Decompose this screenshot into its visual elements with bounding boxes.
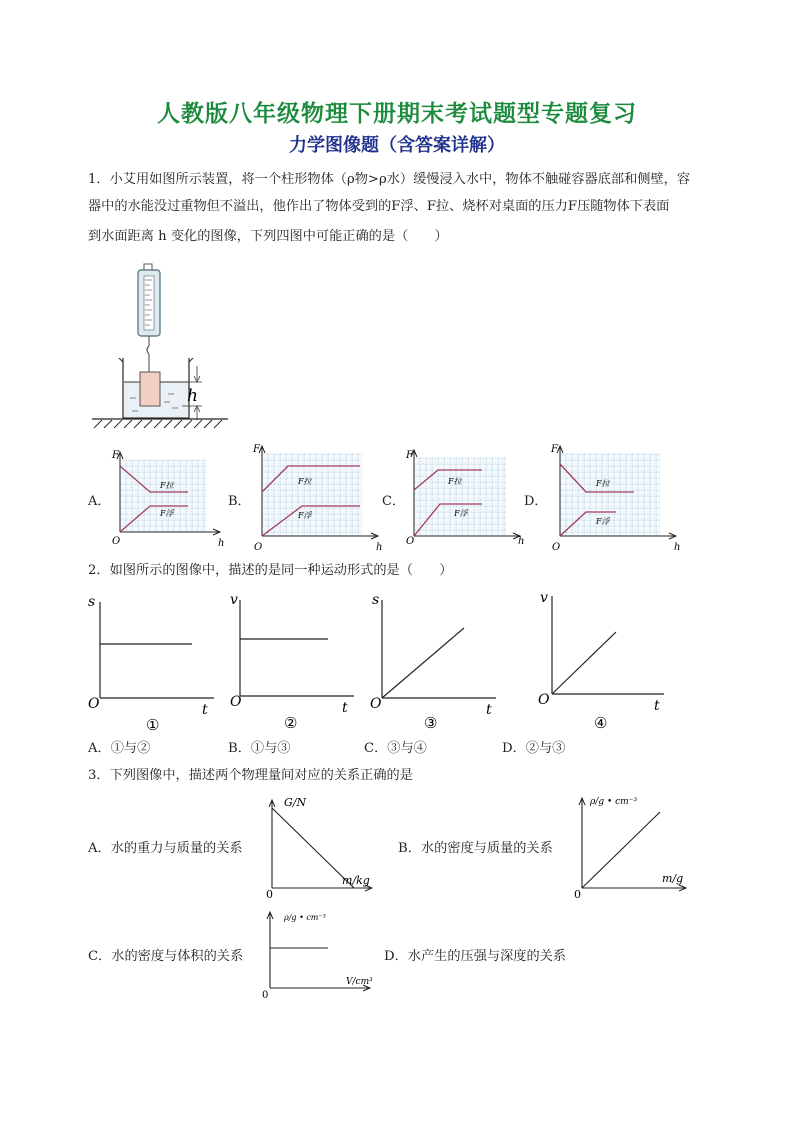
q1-option-b[interactable]: B． bbox=[228, 494, 251, 509]
svg-text:v: v bbox=[230, 592, 238, 608]
q1-option-a[interactable]: A． bbox=[88, 494, 111, 509]
svg-text:0: 0 bbox=[574, 888, 581, 901]
q2-graph-4 bbox=[534, 586, 674, 734]
q3-option-c[interactable]: C．水的密度与体积的关系 bbox=[88, 949, 244, 964]
svg-text:①: ① bbox=[146, 716, 160, 734]
svg-text:v: v bbox=[540, 590, 548, 606]
svg-text:G/N: G/N bbox=[284, 796, 307, 809]
svg-text:②: ② bbox=[284, 714, 298, 732]
page-title: 人教版八年级物理下册期末考试题型专题复习 bbox=[157, 100, 637, 127]
svg-text:O: O bbox=[538, 692, 550, 708]
q1-graph-c bbox=[400, 446, 530, 546]
svg-text:0: 0 bbox=[262, 990, 269, 1001]
q1-graph-d bbox=[546, 440, 686, 552]
svg-text:t: t bbox=[654, 698, 660, 714]
q1-option-c[interactable]: C． bbox=[382, 494, 405, 509]
svg-text:ρ/g • cm⁻³: ρ/g • cm⁻³ bbox=[590, 797, 638, 807]
svg-text:ρ/g • cm⁻³: ρ/g • cm⁻³ bbox=[284, 913, 326, 922]
svg-text:s: s bbox=[88, 594, 96, 610]
svg-text:O: O bbox=[88, 696, 100, 712]
svg-text:F浮: F浮 bbox=[160, 509, 174, 518]
svg-text:h: h bbox=[674, 542, 681, 552]
svg-text:F: F bbox=[253, 444, 260, 455]
svg-text:h: h bbox=[376, 542, 383, 552]
svg-text:O: O bbox=[406, 536, 415, 546]
svg-text:0: 0 bbox=[266, 888, 273, 901]
q2-option-a[interactable]: A．①与② bbox=[88, 741, 151, 756]
q1-option-d[interactable]: D． bbox=[524, 494, 548, 509]
q1-graph-a bbox=[108, 448, 228, 548]
q2-graph-1 bbox=[84, 586, 224, 734]
svg-text:V/cm³: V/cm³ bbox=[346, 977, 373, 987]
svg-text:④: ④ bbox=[594, 714, 608, 732]
svg-text:s: s bbox=[372, 592, 380, 608]
q3-stem: 3．下列图像中，描述两个物理量间对应的关系正确的是 bbox=[88, 768, 413, 783]
q1-stem-line1: 1．小艾用如图所示装置，将一个柱形物体（ρ物>ρ水）缓慢浸入水中，物体不触碰容器底部和侧壁，容 bbox=[88, 172, 691, 187]
svg-text:O: O bbox=[112, 536, 121, 547]
svg-text:F浮: F浮 bbox=[454, 509, 468, 518]
q2-stem: 2．如图所示的图像中，描述的是同一种运动形式的是（ ） bbox=[88, 563, 453, 578]
q3-graph-c bbox=[256, 906, 382, 1002]
cylinder-object bbox=[140, 372, 160, 406]
svg-text:F浮: F浮 bbox=[298, 511, 312, 520]
svg-text:h: h bbox=[518, 536, 525, 546]
svg-text:F: F bbox=[406, 450, 413, 461]
page-subtitle: 力学图像题（含答案详解） bbox=[289, 135, 505, 156]
q1-stem-line3: 到水面距离 h 变化的图像，下列四图中可能正确的是（ ） bbox=[88, 229, 448, 244]
q2-option-b[interactable]: B．①与③ bbox=[228, 741, 291, 756]
q1-stem-line2: 器中的水能没过重物但不溢出，他作出了物体受到的F浮、F拉、烧杯对桌面的压力F压随物体下表面 bbox=[88, 199, 670, 214]
q2-graph-2 bbox=[226, 586, 366, 734]
svg-text:O: O bbox=[552, 542, 561, 552]
svg-text:③: ③ bbox=[424, 714, 438, 732]
spring-scale-apparatus-figure bbox=[86, 258, 236, 436]
h-label: h bbox=[187, 386, 198, 406]
svg-text:m/g: m/g bbox=[662, 872, 684, 885]
svg-text:h: h bbox=[218, 538, 225, 548]
svg-text:t: t bbox=[486, 702, 492, 718]
svg-text:O: O bbox=[370, 696, 382, 712]
svg-text:F: F bbox=[551, 444, 558, 455]
svg-text:t: t bbox=[202, 702, 208, 718]
q3-option-d[interactable]: D．水产生的压强与深度的关系 bbox=[384, 949, 567, 964]
q2-graph-3 bbox=[366, 586, 506, 734]
svg-text:F拉: F拉 bbox=[596, 479, 610, 488]
q3-graph-b bbox=[566, 790, 696, 902]
svg-text:F拉: F拉 bbox=[160, 481, 174, 490]
q3-graph-a bbox=[256, 790, 382, 902]
svg-text:F拉: F拉 bbox=[448, 477, 462, 486]
svg-text:F拉: F拉 bbox=[298, 477, 312, 486]
q3-option-b[interactable]: B．水的密度与质量的关系 bbox=[398, 841, 553, 856]
svg-text:O: O bbox=[230, 694, 242, 710]
svg-text:O: O bbox=[254, 542, 263, 552]
svg-text:F: F bbox=[112, 450, 119, 461]
svg-text:F浮: F浮 bbox=[596, 517, 610, 526]
svg-text:m/kg: m/kg bbox=[342, 874, 370, 887]
q1-graph-b bbox=[248, 440, 388, 552]
svg-text:t: t bbox=[342, 700, 348, 716]
q2-option-c[interactable]: C．③与④ bbox=[364, 741, 427, 756]
q3-option-a[interactable]: A．水的重力与质量的关系 bbox=[88, 841, 243, 856]
q2-option-d[interactable]: D．②与③ bbox=[502, 741, 566, 756]
